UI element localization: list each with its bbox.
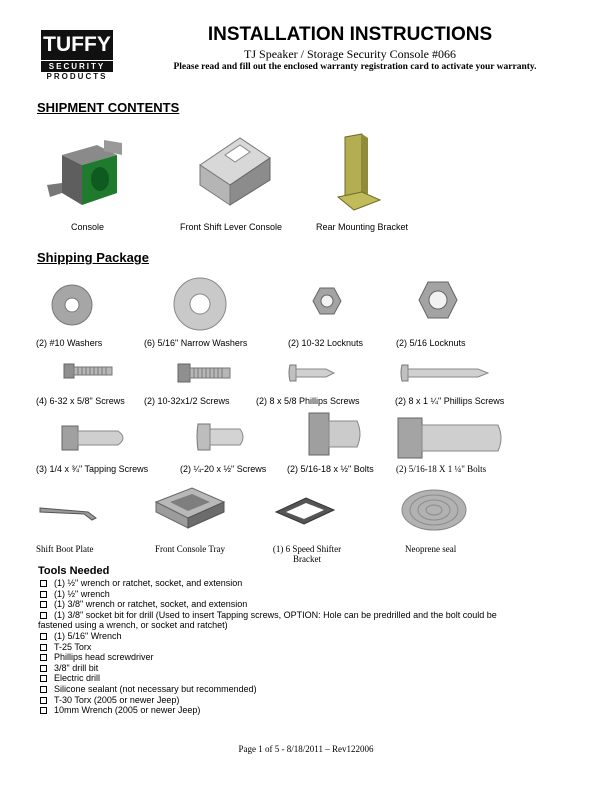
screw-10-32-image [176,362,232,384]
label-5-16x1-1-4-bolts: (2) 5/16-18 X 1 ¼" Bolts [396,464,487,474]
label-tapping-screws: (3) 1/4 x ¾" Tapping Screws [36,464,149,474]
shift-boot-plate-image [38,500,100,522]
list-item: (1) 3/8" wrench or ratchet, socket, and extension [38,599,568,610]
label-10-32-screws: (2) 10-32x1/2 Screws [144,396,230,406]
console-image [42,135,132,215]
checkbox-icon [40,612,47,619]
tools-heading: Tools Needed [38,565,110,577]
logo-brand: TUFFY [41,30,113,60]
checkbox-icon [40,601,47,608]
item-console-label: Console [71,222,105,232]
neoprene-seal-image [400,488,468,532]
checkbox-icon [40,707,47,714]
logo-line3: PRODUCTS [46,72,108,81]
list-item: 10mm Wrench (2005 or newer Jeep) [38,705,568,716]
checkbox-icon [40,580,47,587]
label-8x5-8-phillips: (2) 8 x 5/8 Phillips Screws [256,396,360,406]
label-shifter-bracket: (1) 6 Speed Shifter Bracket [272,544,342,564]
shifter-bracket-image [272,496,338,526]
label-shift-boot-plate: Shift Boot Plate [36,544,94,554]
list-item: T-30 Torx (2005 or newer Jeep) [38,695,568,706]
checkbox-icon [40,591,47,598]
label-6-32-screws: (4) 6-32 x 5/8" Screws [36,396,125,406]
tools-list [38,578,568,716]
list-item: Phillips head screwdriver [38,652,568,663]
tapping-screw-image [60,422,130,454]
package-heading: Shipping Package [37,250,149,265]
locknut-10-32-image [312,286,342,316]
page-footer: Page 1 of 5 - 8/18/2011 – Rev122006 [238,744,374,754]
screw-6-32-image [62,362,114,380]
checkbox-icon [40,697,47,704]
checkbox-icon [40,654,47,661]
list-item-continuation: fastened using a wrench, or socket and ratchet) [38,620,228,631]
rear-mounting-bracket-image [330,132,390,217]
label-narrow-washers: (6) 5/16" Narrow Washers [144,338,248,348]
label-neoprene-seal: Neoprene seal [405,544,457,554]
label-quarter-20-screws: (2) ¼-20 x ½" Screws [180,464,267,474]
washer-10-image [50,283,94,327]
tuffy-logo [41,30,113,82]
page-subtitle: TJ Speaker / Storage Security Console #066 [244,47,456,61]
label-8x1-1-4-phillips: (2) 8 x 1 ¼" Phillips Screws [395,396,505,406]
front-shift-lever-console-image [185,130,275,215]
warranty-note: Please read and fill out the enclosed warranty registration card to activate your warranty. [173,62,537,72]
list-item: Electric drill [38,673,568,684]
front-console-tray-image [152,482,228,532]
locknut-5-16-image [418,280,458,320]
list-item: (1) 3/8" socket bit for drill (Used to insert Tapping screws, OPTION: Hole can be predrilled and the bolt could be [38,610,568,621]
list-item: (1) 5/16" Wrench [38,631,568,642]
list-item: (1) ½" wrench [38,589,568,600]
checkbox-icon [40,675,47,682]
phillips-screw-8x1-1-4-image [400,363,490,383]
bolt-5-16x1-1-4-image [396,416,506,460]
label-front-console-tray: Front Console Tray [154,544,225,554]
bolt-5-16x1-2-image [307,411,363,457]
checkbox-icon [40,644,47,651]
logo-line2: SECURITY [41,61,113,72]
item-front-shift-label: Front Shift Lever Console [180,222,283,232]
list-item: 3/8" drill bit [38,663,568,674]
checkbox-icon [40,633,47,640]
list-item: (1) ½" wrench or ratchet, socket, and extension [38,578,568,589]
checkbox-icon [40,665,47,672]
phillips-screw-8x5-8-image [288,363,336,383]
label-10-washers: (2) #10 Washers [36,338,103,348]
item-rear-bracket-label: Rear Mounting Bracket [316,222,409,232]
label-5-16x1-2-bolts: (2) 5/16-18 x ½" Bolts [287,464,374,474]
shipment-heading: SHIPMENT CONTENTS [37,100,180,115]
quarter-20-screw-image [196,420,248,454]
label-10-32-locknuts: (2) 10-32 Locknuts [288,338,364,348]
label-5-16-locknuts: (2) 5/16 Locknuts [396,338,466,348]
narrow-washer-image [172,276,228,332]
page-title: INSTALLATION INSTRUCTIONS [207,24,493,45]
list-item: Silicone sealant (not necessary but recommended) [38,684,568,695]
checkbox-icon [40,686,47,693]
list-item: T-25 Torx [38,642,568,653]
